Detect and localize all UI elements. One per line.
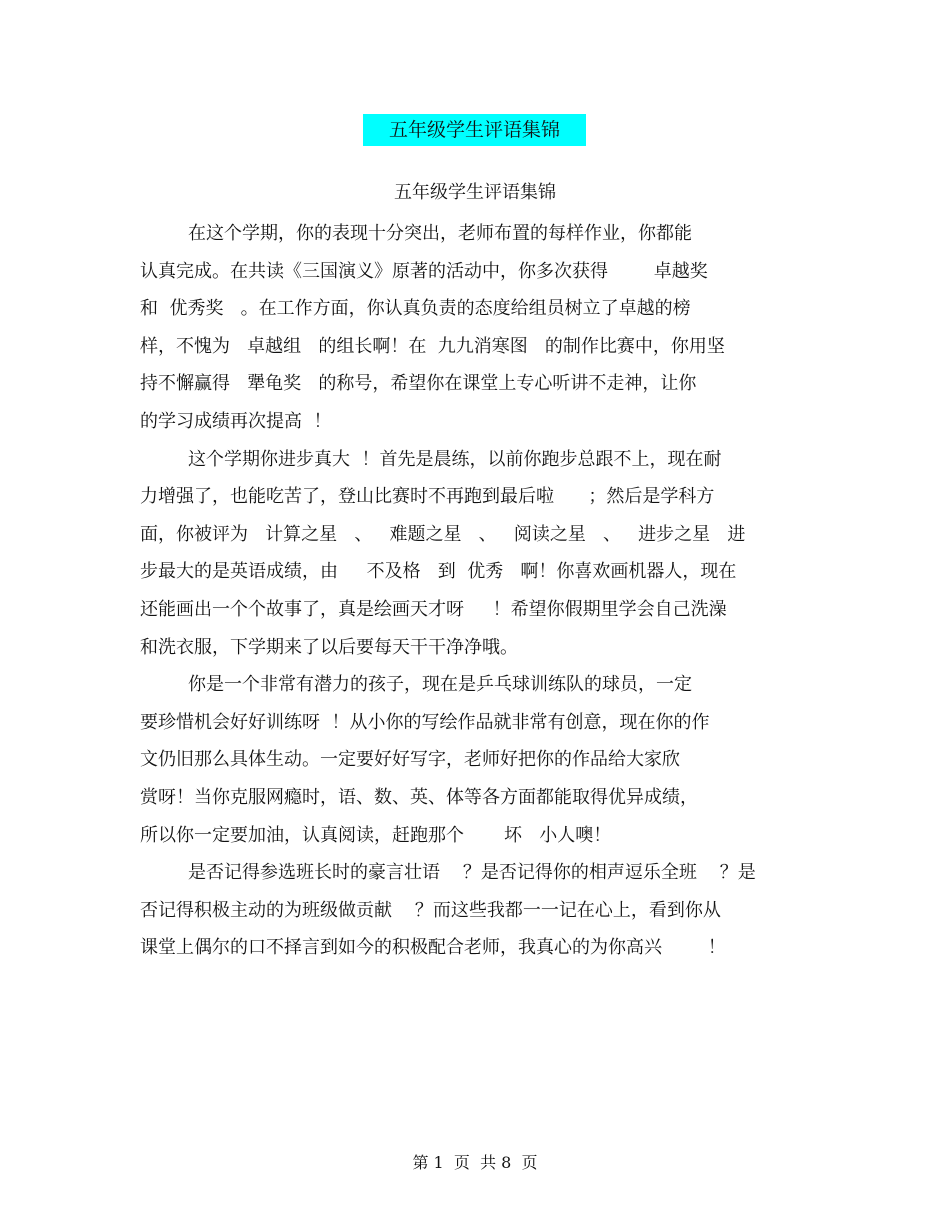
paragraph-1-line-6: 的学习成绩再次提高 ！ bbox=[140, 410, 332, 432]
document-title: 五年级学生评语集锦 bbox=[363, 114, 586, 146]
paragraph-2-line-4: 步最大的是英语成绩，由 不及格 到 优秀 啊！你喜欢画机器人，现在 bbox=[140, 561, 737, 583]
paragraph-3-line-5: 所以你一定要加油，认真阅读，赶跑那个 坏 小人噢！ bbox=[140, 824, 612, 846]
page-footer: 第 1 页 共 8 页 bbox=[412, 1153, 538, 1172]
document-subtitle: 五年级学生评语集锦 bbox=[394, 182, 556, 203]
paragraph-2-line-2: 力增强了，也能吃苦了，登山比赛时不再跑到最后啦 ；然后是学科方 bbox=[140, 486, 715, 508]
paragraph-4-line-1: 是否记得参选班长时的豪言壮语 ？是否记得你的相声逗乐全班 ？是 bbox=[188, 862, 756, 884]
paragraph-2-line-1: 这个学期你进步真大 ！首先是晨练，以前你跑步总跟不上，现在耐 bbox=[188, 448, 722, 470]
paragraph-1-line-1: 在这个学期，你的表现十分突出，老师布置的每样作业，你都能 bbox=[188, 223, 692, 244]
paragraph-1-line-5: 持不懈赢得 犟龟奖 的称号，希望你在课堂上专心听讲不走神，让你 bbox=[140, 373, 697, 395]
paragraph-3-line-4: 赏呀！当你克服网瘾时，语、数、英、体等各方面都能取得优异成绩， bbox=[140, 786, 698, 808]
paragraph-2-line-3: 面，你被评为 计算之星 、 难题之星 、 阅读之星 、 进步之星 进 bbox=[140, 523, 746, 545]
paragraph-4-line-3: 课堂上偶尔的口不择言到如今的积极配合老师，我真心的为你高兴 ！ bbox=[140, 937, 726, 959]
paragraph-3-line-2: 要珍惜机会好好训练呀 ！从小你的写绘作品就非常有创意，现在你的作 bbox=[140, 711, 710, 733]
paragraph-1-line-4: 样，不愧为 卓越组 的组长啊！在 九九消寒图 的制作比赛中，你用坚 bbox=[140, 335, 725, 357]
document-body bbox=[140, 215, 812, 967]
paragraph-3-line-1: 你是一个非常有潜力的孩子，现在是乒乓球训练队的球员，一定 bbox=[188, 674, 692, 696]
paragraph-2-line-5: 还能画出一个个故事了，真是绘画天才呀 ！希望你假期里学会自己洗澡 bbox=[140, 598, 727, 620]
paragraph-1-line-3: 和 优秀奖 。在工作方面，你认真负责的态度给组员树立了卓越的榜 bbox=[140, 298, 691, 320]
paragraph-3-line-3: 文仍旧那么具体生动。一定要好好写字，老师好把你的作品给大家欣 bbox=[140, 749, 680, 771]
paragraph-1-line-2: 认真完成。在共读《三国演义》原著的活动中，你多次获得 卓越奖 bbox=[140, 260, 708, 282]
paragraph-2-line-6: 和洗衣服，下学期来了以后要每天干干净净哦。 bbox=[140, 636, 518, 658]
paragraph-4-line-2: 否记得积极主动的为班级做贡献 ？而这些我都一一记在心上，看到你从 bbox=[140, 899, 721, 921]
